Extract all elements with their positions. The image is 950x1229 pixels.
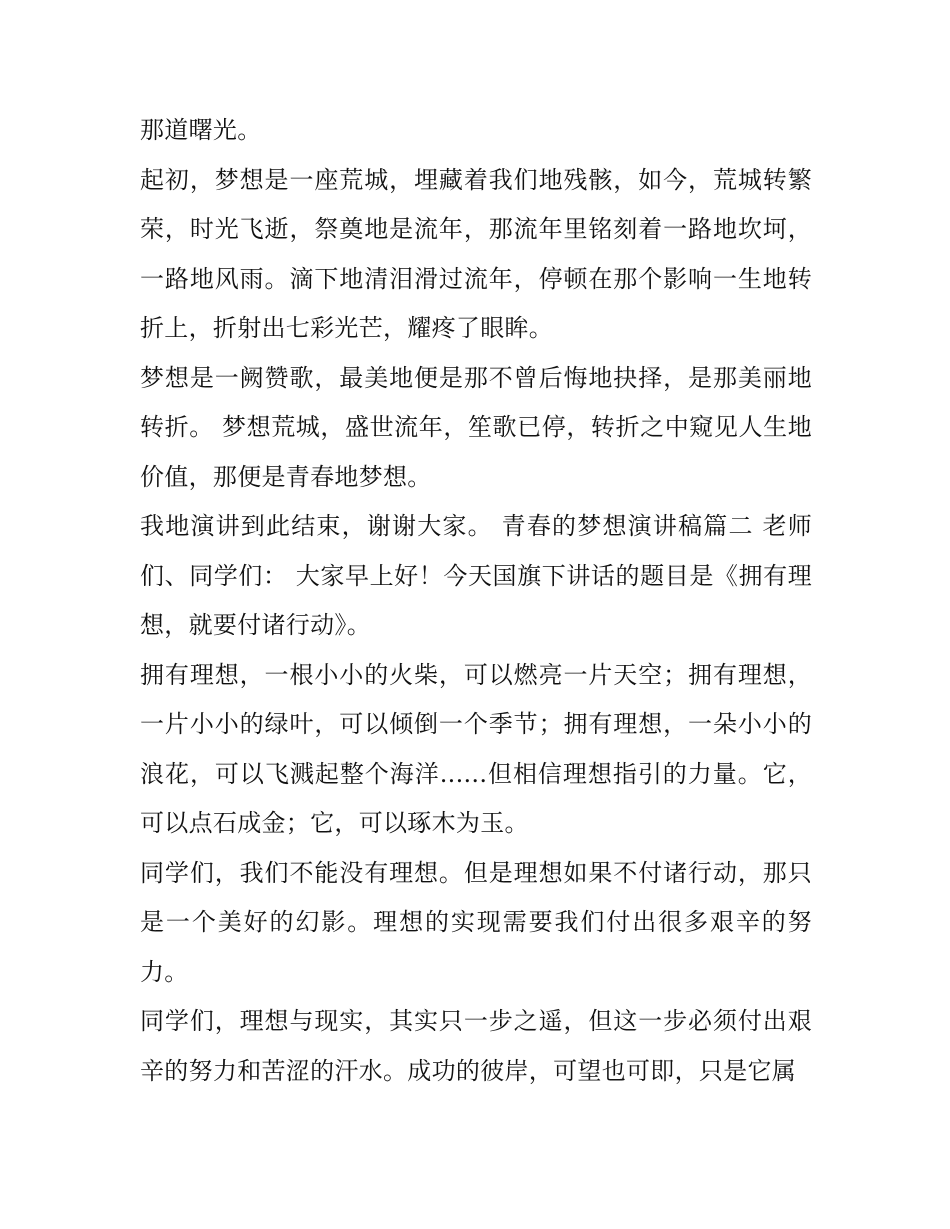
paragraph: 同学们，理想与现实，其实只一步之遥，但这一步必须付出艰辛的努力和苦涩的汗水。成功的彼岸，可望也可即，只是它属 xyxy=(140,1007,812,1085)
paragraph: 我地演讲到此结束，谢谢大家。 青春的梦想演讲稿篇二 老师们、同学们： 大家早上好！今天国旗下讲话的题目是《拥有理想，就要付诸行动》。 xyxy=(140,512,812,639)
paragraph: 拥有理想，一根小小的火柴，可以燃亮一片天空；拥有理想，一片小小的绿叶，可以倾倒一个季节；拥有理想，一朵小小的浪花，可以飞溅起整个海洋......但相信理想指引的力量。它，可以点石成金；它，可以琢木为玉。 xyxy=(140,660,812,837)
paragraph: 起初，梦想是一座荒城，埋藏着我们地残骸，如今，荒城转繁荣，时光飞逝，祭奠地是流年，那流年里铭刻着一路地坎坷，一路地风雨。滴下地清泪滑过流年，停顿在那个影响一生地转折上，折射出七彩光芒，耀疼了眼眸。 xyxy=(140,165,812,342)
document-body xyxy=(140,106,812,1096)
paragraph: 那道曙光。 xyxy=(140,116,262,144)
paragraph: 同学们，我们不能没有理想。但是理想如果不付诸行动，那只是一个美好的幻影。理想的实现需要我们付出很多艰辛的努力。 xyxy=(140,858,812,986)
paragraph: 梦想是一阙赞歌，最美地便是那不曾后悔地抉择，是那美丽地转折。 梦想荒城，盛世流年，笙歌已停，转折之中窥见人生地价值，那便是青春地梦想。 xyxy=(140,363,812,491)
